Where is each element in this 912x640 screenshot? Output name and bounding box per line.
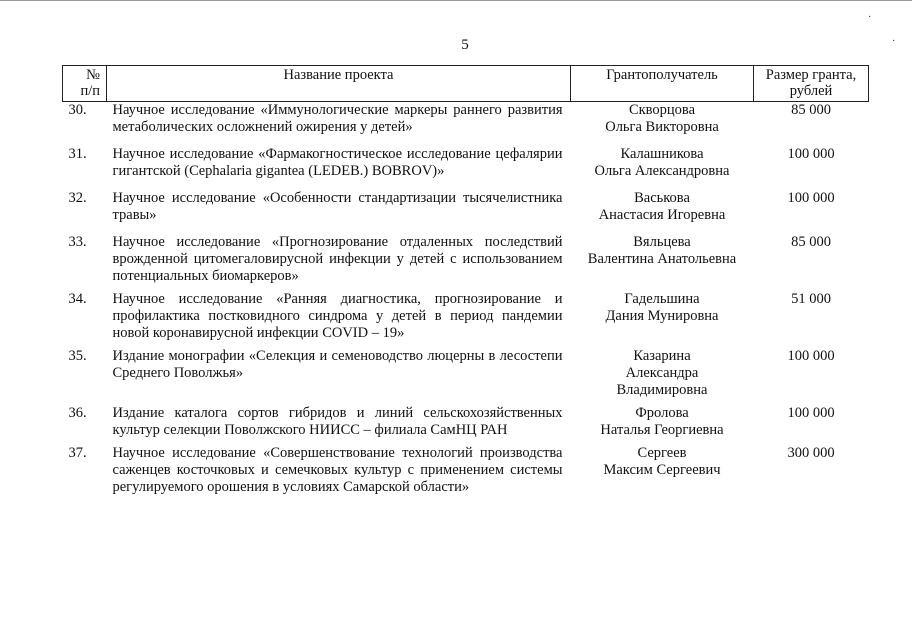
row-number: 35.	[68, 348, 87, 364]
header-number-line1: №	[86, 67, 100, 83]
table-header	[63, 66, 869, 102]
table-row	[63, 190, 869, 234]
row-project-name: Научное исследование «Совершенствование технологий производства саженцев косточковых и семечковых культур с применением системы регулируемого орошения в условиях Самарской области»	[112, 445, 563, 495]
recipient-patronymic: Владимировна	[616, 382, 708, 398]
header-recipient: Грантополучатель	[571, 66, 754, 102]
header-amount	[754, 66, 869, 102]
row-project-name: Научное исследование «Иммунологические маркеры раннего развития метаболических осложнений ожирения у детей»	[112, 102, 563, 135]
row-number: 36.	[68, 405, 87, 421]
table-row	[63, 348, 869, 405]
recipient-given-names: Ольга Викторовна	[605, 119, 719, 135]
scan-edge-rule	[0, 0, 912, 1]
header-number-line2: п/п	[80, 83, 100, 99]
row-project-name: Издание монографии «Селекция и семеноводство люцерны в лесостепи Среднего Поволжья»	[112, 348, 563, 381]
recipient-surname: Фролова	[635, 405, 689, 421]
row-number: 37.	[68, 445, 87, 461]
row-project-name: Издание каталога сортов гибридов и линий сельскохозяйственных культур селекции Поволжского НИИСС – филиала СамНЦ РАН	[112, 405, 563, 438]
recipient-given-names: Максим Сергеевич	[603, 462, 721, 478]
row-amount: 100 000	[787, 190, 835, 206]
row-recipient	[571, 234, 754, 291]
header-amount-line2: рублей	[789, 83, 833, 99]
row-recipient	[571, 291, 754, 348]
scan-speck-mark: ·	[892, 36, 896, 47]
recipient-given-names: Наталья Георгиевна	[600, 422, 724, 438]
row-project-name: Научное исследование «Особенности стандартизации тысячелистника травы»	[112, 190, 563, 223]
header-amount-line1: Размер гранта,	[765, 67, 857, 83]
row-number: 30.	[68, 102, 87, 118]
recipient-surname: Васькова	[634, 190, 690, 206]
row-project-name: Научное исследование «Прогнозирование отдаленных последствий врожденной цитомегаловирусной инфекции у детей с использованием потенциальных биомаркеров»	[112, 234, 563, 284]
row-amount: 51 000	[791, 291, 831, 307]
recipient-surname: Калашникова	[620, 146, 704, 162]
row-number: 32.	[68, 190, 87, 206]
recipient-given-names: Александра	[625, 365, 699, 381]
row-amount: 85 000	[791, 234, 831, 250]
row-amount: 100 000	[787, 146, 835, 162]
row-number: 34.	[68, 291, 87, 307]
row-amount: 100 000	[787, 405, 835, 421]
row-project-name: Научное исследование «Ранняя диагностика, прогнозирование и профилактика постковидного синдрома у детей в период пандемии новой коронавирусной инфекции COVID – 19»	[112, 291, 563, 341]
row-recipient	[571, 348, 754, 405]
table-row	[63, 405, 869, 445]
header-project-name: Название проекта	[107, 66, 571, 102]
table-row	[63, 445, 869, 506]
row-amount: 85 000	[791, 102, 831, 118]
recipient-surname: Гадельшина	[624, 291, 700, 307]
row-recipient	[571, 190, 754, 234]
recipient-given-names: Валентина Анатольевна	[587, 251, 737, 267]
row-recipient	[571, 445, 754, 506]
header-number	[63, 66, 107, 102]
recipient-surname: Казарина	[633, 348, 691, 364]
recipient-given-names: Анастасия Игоревна	[598, 207, 726, 223]
table-row	[63, 291, 869, 348]
row-project-name: Научное исследование «Фармакогностическое исследование цефалярии гигантской (Cephalaria gigantea (LEDEB.) BOBROV)»	[112, 146, 563, 179]
row-recipient	[571, 405, 754, 445]
table-row	[63, 234, 869, 291]
page-number: 5	[461, 37, 469, 53]
row-recipient	[571, 146, 754, 190]
row-number: 33.	[68, 234, 87, 250]
row-amount: 100 000	[787, 348, 835, 364]
row-amount: 300 000	[787, 445, 835, 461]
recipient-surname: Сергеев	[637, 445, 687, 461]
row-number: 31.	[68, 146, 87, 162]
scan-speck-mark: ·	[868, 12, 872, 23]
recipient-surname: Скворцова	[628, 102, 696, 118]
table-row	[63, 102, 869, 147]
recipient-surname: Вяльцева	[633, 234, 691, 250]
table-body	[63, 102, 869, 507]
recipient-given-names: Дания Мунировна	[605, 308, 719, 324]
table-row	[63, 146, 869, 190]
recipient-given-names: Ольга Александровна	[594, 163, 730, 179]
row-recipient	[571, 102, 754, 147]
grant-table	[62, 65, 869, 506]
